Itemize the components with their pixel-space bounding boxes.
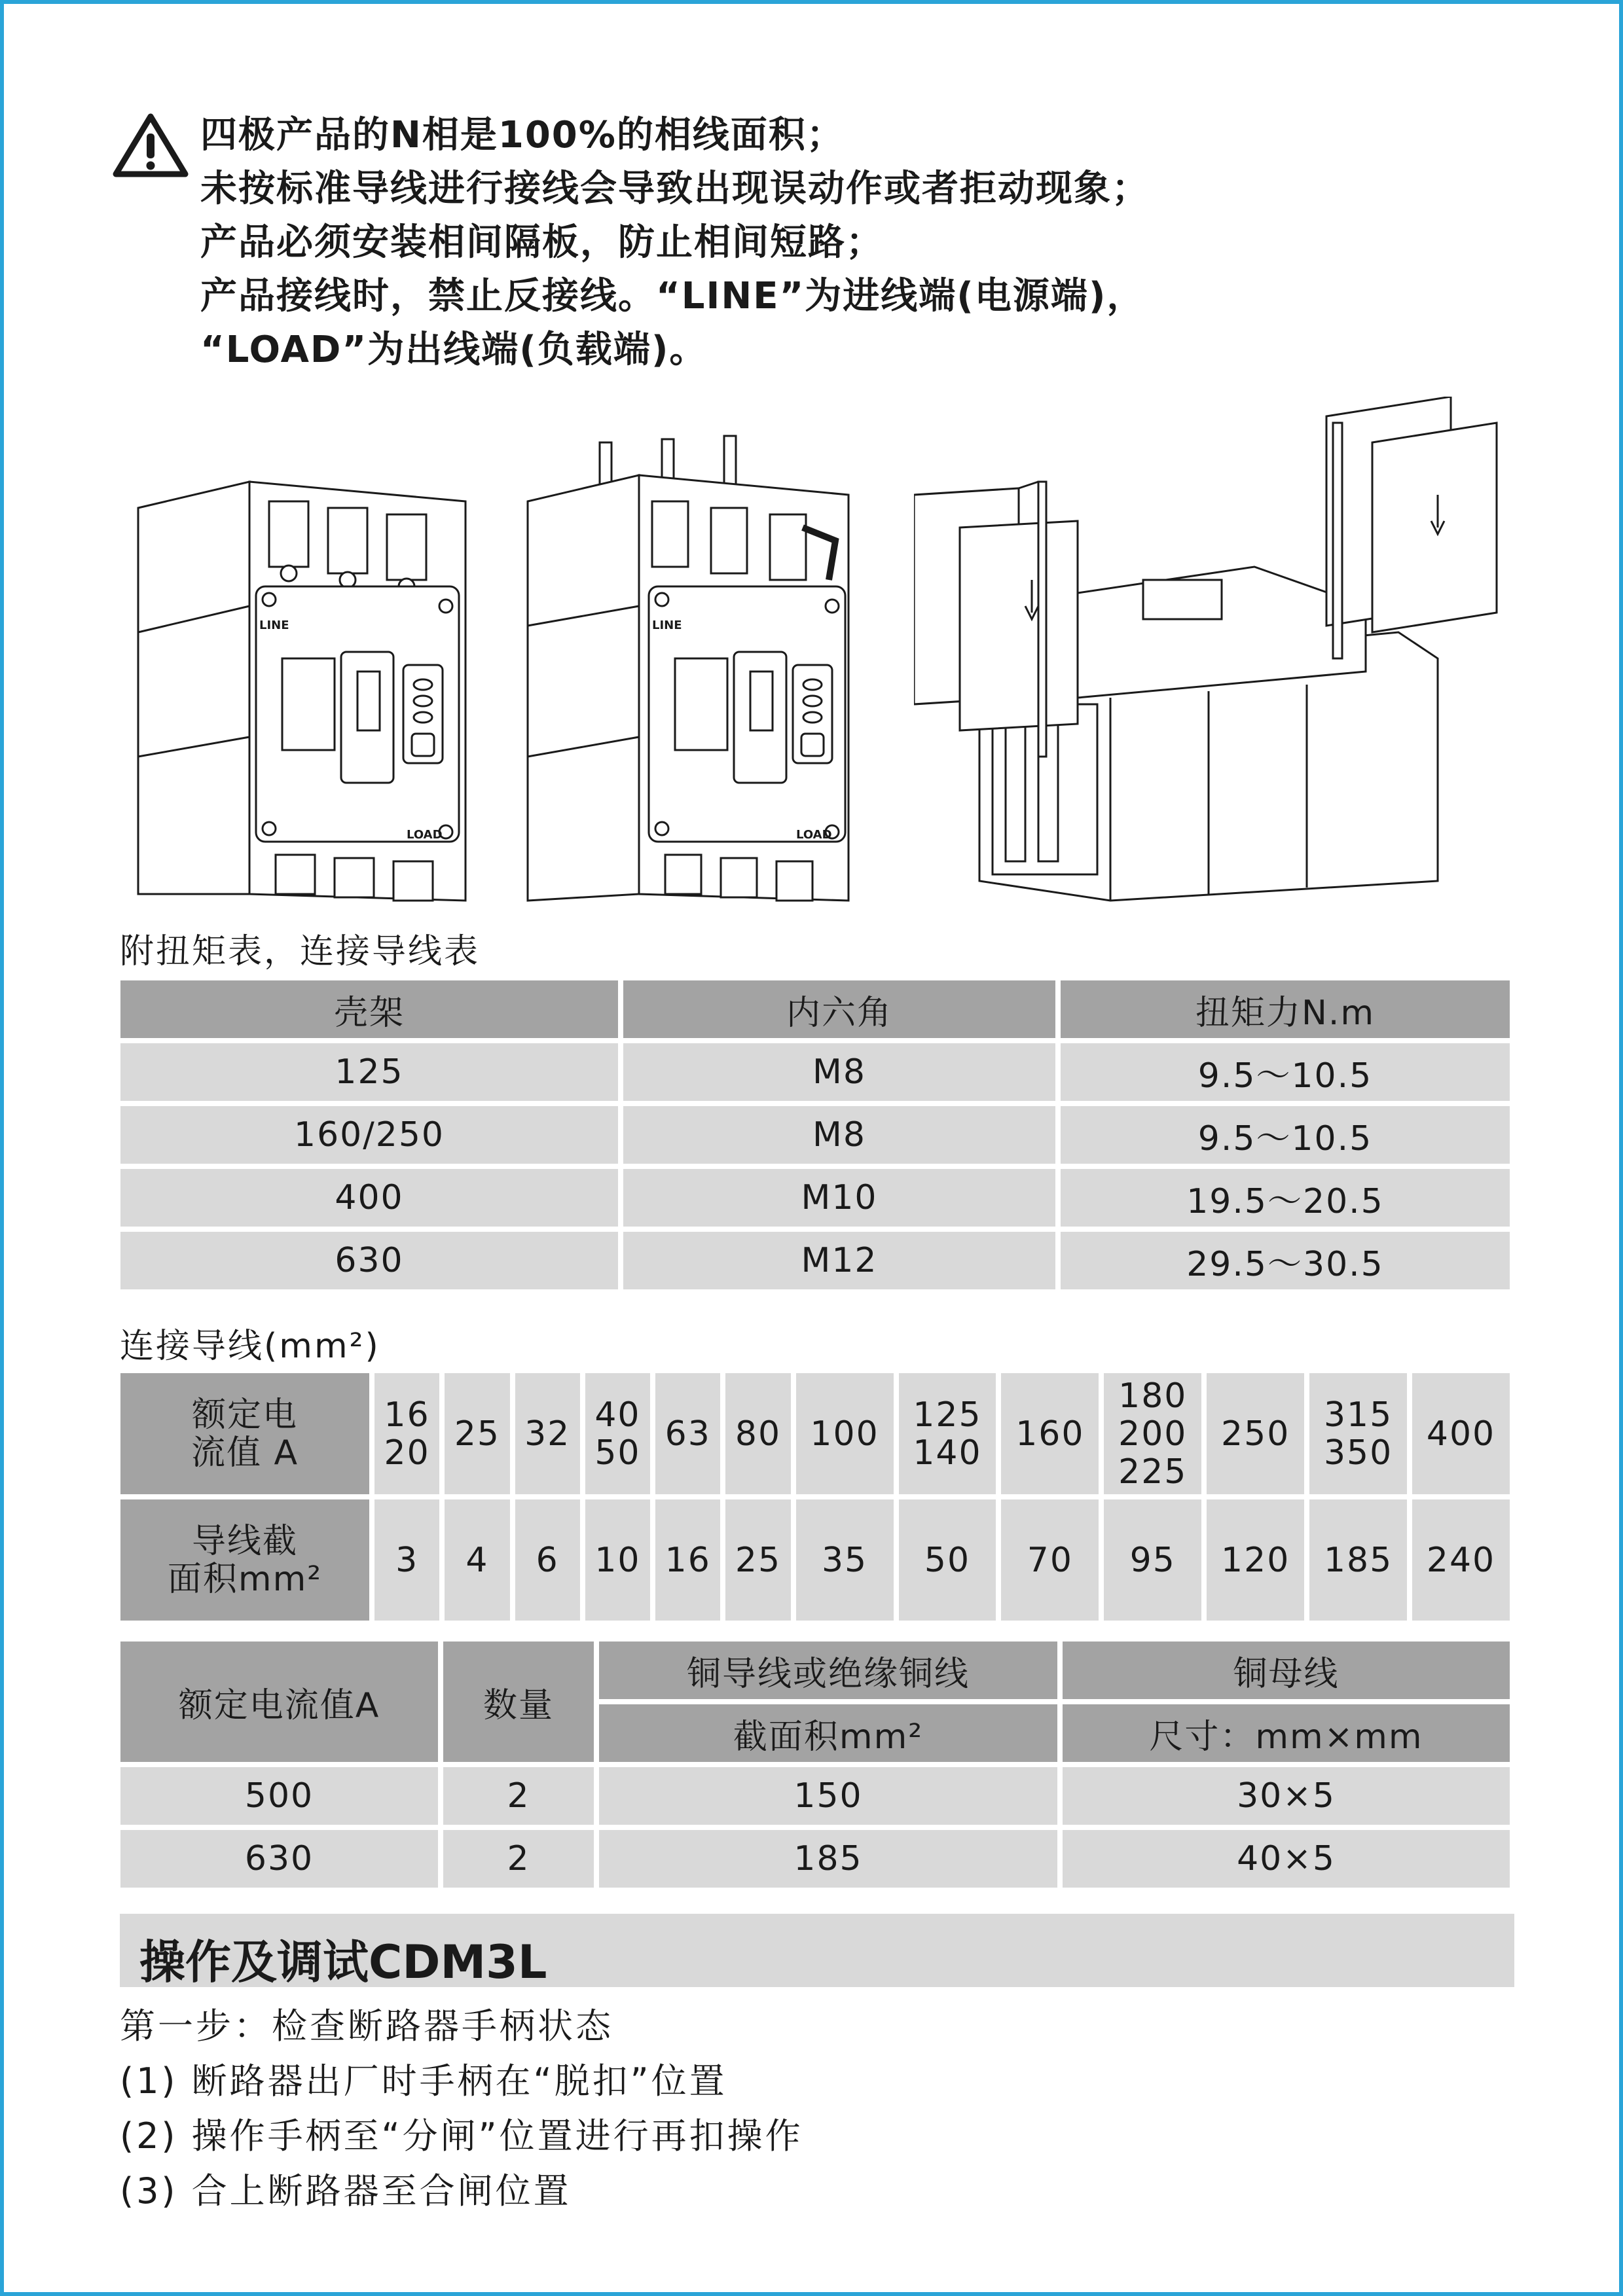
- load-label: LOAD: [796, 828, 832, 842]
- rated-current-cell: [899, 1373, 996, 1494]
- table-cell: M8: [623, 1043, 1055, 1101]
- warning-line: 产品接线时，禁止反接线。“LINE”为进线端(电源端)，: [200, 275, 1145, 317]
- subheader-area: 截面积mm²: [599, 1704, 1057, 1762]
- header-copper-busbar: 铜母线: [1063, 1641, 1510, 1699]
- line-label: LINE: [259, 619, 289, 632]
- table-header-row: [120, 1641, 1510, 1699]
- table-row: [120, 1169, 1510, 1227]
- label-line: 流值 A: [191, 1433, 299, 1473]
- table-cell: 19.5～20.5: [1061, 1169, 1510, 1227]
- table-cell: 125: [120, 1043, 618, 1101]
- rated-current-label: [120, 1373, 369, 1494]
- cell-value: 63: [665, 1414, 711, 1454]
- table-header-row: [120, 980, 1510, 1038]
- busbar-table: [115, 1636, 1515, 1893]
- cross-section-row: [120, 1499, 1510, 1621]
- table-cell: M8: [623, 1106, 1055, 1164]
- table-cell: 160/250: [120, 1106, 618, 1164]
- cross-section-cell: 50: [899, 1499, 996, 1621]
- torque-section-label: 附扭矩表，连接导线表: [120, 932, 481, 971]
- table-cell: 9.5～10.5: [1061, 1043, 1510, 1101]
- cross-section-cell: 6: [515, 1499, 580, 1621]
- phase-barrier-installation-illustration: [914, 397, 1503, 907]
- rated-current-cell: [585, 1373, 650, 1494]
- step-line: 第一步：检查断路器手柄状态: [120, 2005, 613, 2047]
- rated-current-cell: [374, 1373, 439, 1494]
- cell-value: 20: [384, 1433, 430, 1473]
- cell-value: 250: [1221, 1414, 1290, 1454]
- cell-value: 40: [594, 1395, 641, 1435]
- rated-current-cell: [1104, 1373, 1201, 1494]
- header-frame: 壳架: [120, 980, 618, 1038]
- table-cell: 9.5～10.5: [1061, 1106, 1510, 1164]
- table-cell: 29.5～30.5: [1061, 1232, 1510, 1289]
- warning-line: 产品必须安装相间隔板，防止相间短路；: [200, 221, 884, 264]
- table-row: [120, 1043, 1510, 1101]
- label-line: 面积mm²: [167, 1559, 323, 1599]
- cell-value: 32: [524, 1414, 571, 1454]
- cross-section-cell: 120: [1207, 1499, 1304, 1621]
- cell-value: 160: [1015, 1414, 1085, 1454]
- cell-value: 25: [454, 1414, 500, 1454]
- wire-table: [115, 1368, 1515, 1626]
- header-rated-current: 额定电流值A: [120, 1641, 438, 1762]
- label-line: 额定电: [191, 1395, 298, 1435]
- table-cell: 400: [120, 1169, 618, 1227]
- rated-current-row: [120, 1373, 1510, 1494]
- table-row: [120, 1830, 1510, 1888]
- table-cell: 2: [443, 1830, 594, 1888]
- rated-current-cell: [1412, 1373, 1510, 1494]
- table-cell: 185: [599, 1830, 1057, 1888]
- operation-section-header: [120, 1914, 1514, 1987]
- warning-line: 未按标准导线进行接线会导致出现误动作或者拒动现象；: [200, 168, 1150, 210]
- step-line: (3) 合上断路器至合闸位置: [120, 2170, 572, 2212]
- cross-section-cell: 3: [374, 1499, 439, 1621]
- rated-current-cell: [655, 1373, 720, 1494]
- table-cell: 630: [120, 1830, 438, 1888]
- table-row: [120, 1106, 1510, 1164]
- table-cell: 500: [120, 1767, 438, 1825]
- step-line: (2) 操作手柄至“分闸”位置进行再扣操作: [120, 2115, 803, 2157]
- label-line: 导线截: [191, 1521, 298, 1561]
- line-label: LINE: [652, 619, 682, 632]
- torque-table: [115, 975, 1515, 1295]
- breaker-illustration: [132, 475, 498, 907]
- cell-value: 180: [1118, 1376, 1188, 1416]
- table-cell: M10: [623, 1169, 1055, 1227]
- cross-section-label: [120, 1499, 369, 1621]
- cell-value: 80: [735, 1414, 782, 1454]
- cross-section-cell: 16: [655, 1499, 720, 1621]
- warning-line: 四极产品的N相是100%的相线面积；: [200, 114, 845, 156]
- cell-value: 100: [810, 1414, 879, 1454]
- table-row: [120, 1767, 1510, 1825]
- table-cell: 630: [120, 1232, 618, 1289]
- cell-value: 16: [384, 1395, 430, 1435]
- breaker-with-phase-barrier-illustration: [521, 429, 888, 907]
- cell-value: 140: [913, 1433, 982, 1473]
- header-hex: 内六角: [623, 980, 1055, 1038]
- header-copper-wire: 铜导线或绝缘铜线: [599, 1641, 1057, 1699]
- rated-current-cell: [1207, 1373, 1304, 1494]
- cross-section-cell: 25: [725, 1499, 790, 1621]
- cross-section-cell: 95: [1104, 1499, 1201, 1621]
- cross-section-cell: 185: [1309, 1499, 1407, 1621]
- rated-current-cell: [1001, 1373, 1099, 1494]
- warning-text: [200, 109, 1477, 377]
- rated-current-cell: [796, 1373, 894, 1494]
- section-heading: 操作及调试CDM3L: [139, 1935, 547, 1989]
- rated-current-cell: [725, 1373, 790, 1494]
- table-cell: 30×5: [1063, 1767, 1510, 1825]
- cell-value: 400: [1426, 1414, 1496, 1454]
- cell-value: 125: [913, 1395, 982, 1435]
- table-row: [120, 1232, 1510, 1289]
- wire-section-label: 连接导线(mm²): [120, 1327, 380, 1366]
- cell-value: 50: [594, 1433, 641, 1473]
- cell-value: 225: [1118, 1452, 1188, 1492]
- cross-section-cell: 4: [445, 1499, 509, 1621]
- warning-line: “LOAD”为出线端(负载端)。: [200, 329, 708, 371]
- table-cell: 2: [443, 1767, 594, 1825]
- table-cell: 150: [599, 1767, 1057, 1825]
- step-line: (1) 断路器出厂时手柄在“脱扣”位置: [120, 2060, 727, 2102]
- cell-value: 315: [1323, 1395, 1393, 1435]
- table-cell: M12: [623, 1232, 1055, 1289]
- cell-value: 200: [1118, 1414, 1188, 1454]
- cross-section-cell: 35: [796, 1499, 894, 1621]
- rated-current-cell: [515, 1373, 580, 1494]
- warning-triangle-icon: [112, 113, 189, 178]
- cross-section-cell: 240: [1412, 1499, 1510, 1621]
- subheader-size: 尺寸：mm×mm: [1063, 1704, 1510, 1762]
- operation-steps: [120, 1999, 803, 2219]
- header-quantity: 数量: [443, 1641, 594, 1762]
- rated-current-cell: [445, 1373, 509, 1494]
- table-cell: 40×5: [1063, 1830, 1510, 1888]
- cross-section-cell: 10: [585, 1499, 650, 1621]
- cross-section-cell: 70: [1001, 1499, 1099, 1621]
- header-torque: 扭矩力N.m: [1061, 980, 1510, 1038]
- rated-current-cell: [1309, 1373, 1407, 1494]
- load-label: LOAD: [407, 828, 443, 842]
- cell-value: 350: [1323, 1433, 1393, 1473]
